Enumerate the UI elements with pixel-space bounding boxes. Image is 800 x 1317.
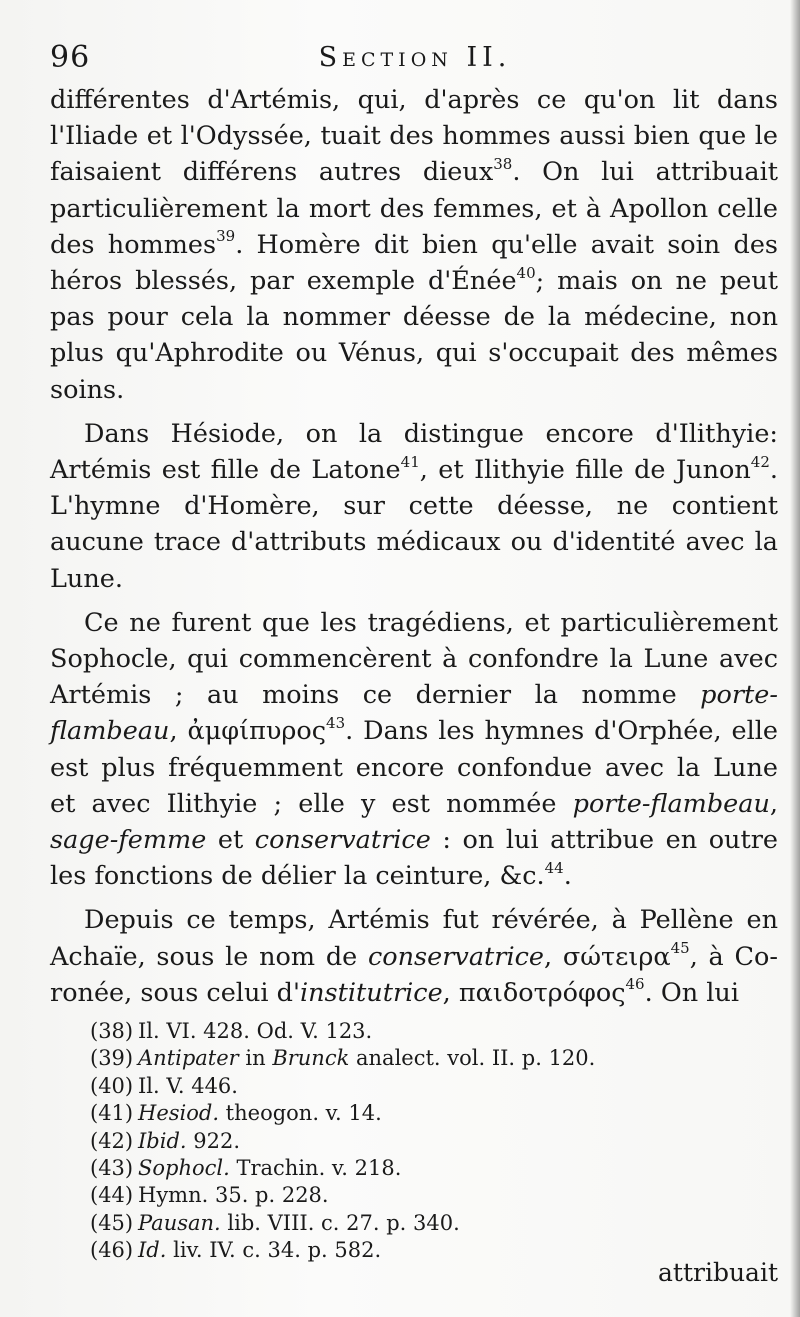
text-run: , et Ilithyie fille de Junon xyxy=(419,455,751,486)
footnote-ref: 45 xyxy=(670,939,690,958)
footnote-ref: 41 xyxy=(400,452,420,471)
footnote xyxy=(90,1018,690,1045)
italic-text: Hesiod. xyxy=(138,1101,219,1126)
footnote-ref: 46 xyxy=(625,975,645,994)
text-run: . L'hymne d'Homère, sur cette déesse, ne contient aucune trace d'attributs médicaux ou d'identité avec la Lune. xyxy=(50,455,778,594)
footnote xyxy=(90,1128,690,1155)
paragraph xyxy=(50,902,778,1011)
text-run: . On lui attribuait particulièrement la mort des femmes, et à Apollon celle des hommes xyxy=(50,157,778,260)
footnote-ref: 43 xyxy=(326,713,346,732)
text-run: lib. VIII. c. 27. p. 340. xyxy=(220,1210,460,1235)
footnote-number: (39) xyxy=(90,1046,134,1071)
italic-text: porte-flambeau xyxy=(572,788,770,819)
footnote xyxy=(90,1045,690,1072)
text-run: , παιδοτρόφος xyxy=(442,977,626,1008)
footnote-number: (46) xyxy=(90,1238,134,1263)
footnote-number: (41) xyxy=(90,1101,134,1126)
text-run: Il. VI. 428. Od. V. 123. xyxy=(138,1019,373,1043)
paragraph xyxy=(50,416,778,597)
italic-text: porte-flambeau xyxy=(50,680,778,747)
running-head: Section II. xyxy=(318,42,512,73)
text-run: . On lui xyxy=(644,977,739,1008)
footnote-number: (42) xyxy=(90,1128,134,1153)
footnote-number: (44) xyxy=(90,1183,134,1208)
italic-text: sage-femme xyxy=(50,825,207,856)
italic-text: Pausan. xyxy=(138,1210,221,1235)
footnote xyxy=(90,1237,690,1264)
body-text xyxy=(50,82,778,1011)
footnote-number: (43) xyxy=(90,1156,134,1181)
text-run: , à Coronée, sous celui d' xyxy=(50,941,778,1008)
italic-text: conservatrice xyxy=(368,941,544,972)
italic-text: Id. xyxy=(138,1238,167,1263)
text-run: Ce ne furent que les tragédiens, et particulièrement Sophocle, qui commencèrent à confondre la Lune avec Artémis ; au moins ce dernier la nomme xyxy=(50,607,778,711)
footnote-ref: 42 xyxy=(750,452,770,471)
page-number: 96 xyxy=(50,40,91,75)
text-run: ; mais on ne peut pas pour cela la nommer déesse de la médecine, non plus qu'Aphrodite ou Vénus, qui s'occupait des mêmes soins. xyxy=(50,266,778,405)
footnote xyxy=(90,1210,690,1237)
text-run: Dans Hésiode, on la distingue encore d'Ilithyie: Artémis est fille de Latone xyxy=(50,418,778,486)
footnote-number: (45) xyxy=(90,1210,134,1235)
text-run: 922. xyxy=(186,1128,241,1153)
footnote-ref: 38 xyxy=(493,154,513,173)
text-run: Trachin. v. 218. xyxy=(229,1156,402,1181)
footnote-ref: 39 xyxy=(216,227,236,246)
text-run: , ἀμφίπυρος xyxy=(169,716,327,747)
scan-edge-shadow xyxy=(790,0,800,1317)
text-run: . xyxy=(563,861,572,892)
text-run: , xyxy=(769,788,778,819)
italic-text: Sophocl. xyxy=(138,1156,230,1181)
text-run: Il. V. 446. xyxy=(138,1073,238,1098)
italic-text: institutrice xyxy=(299,977,443,1008)
text-run: Hymn. 35. p. 228. xyxy=(138,1183,329,1208)
italic-text: Antipater xyxy=(138,1046,239,1071)
text-run: différentes d'Artémis, qui, d'après ce qu'on lit dans l'Iliade et l'Odyssée, tuait des hommes aussi bien que le faisaient différens autres dieux xyxy=(50,85,778,188)
footnote xyxy=(90,1073,690,1100)
footnotes xyxy=(90,1018,690,1265)
catchword: attribuait xyxy=(658,1258,778,1287)
italic-text: conservatrice xyxy=(254,825,431,856)
text-run: Depuis ce temps, Artémis fut révérée, à Pellène en Achaïe, sous le nom de xyxy=(50,905,778,972)
footnote xyxy=(90,1182,690,1209)
text-run: . Dans les hymnes d'Orphée, elle est plus fréquemment encore confondue avec la Lune et avec Ilithyie ; elle y est nommée xyxy=(50,716,778,819)
text-run: et xyxy=(206,825,255,856)
text-run: : on lui attribue en outre les fonctions de délier la ceinture, &c. xyxy=(50,825,778,892)
italic-text: Brunck xyxy=(272,1046,350,1071)
text-run: . Homère dit bien qu'elle avait soin des héros blessés, par exemple d'Énée xyxy=(50,229,778,297)
italic-text: Ibid. xyxy=(138,1128,187,1153)
text-run: , σώτειρα xyxy=(544,941,671,972)
footnote xyxy=(90,1155,690,1182)
footnote-number: (38) xyxy=(90,1019,134,1043)
text-run: in xyxy=(238,1046,273,1071)
footnote-ref: 44 xyxy=(544,858,564,877)
text-run: theogon. v. 14. xyxy=(219,1101,382,1126)
paragraph xyxy=(50,82,778,408)
paragraph xyxy=(50,605,778,895)
footnote-number: (40) xyxy=(90,1073,134,1098)
footnote-ref: 40 xyxy=(516,263,536,282)
text-run: analect. vol. II. p. 120. xyxy=(349,1046,596,1071)
text-run: liv. IV. c. 34. p. 582. xyxy=(166,1238,382,1263)
footnote xyxy=(90,1100,690,1127)
